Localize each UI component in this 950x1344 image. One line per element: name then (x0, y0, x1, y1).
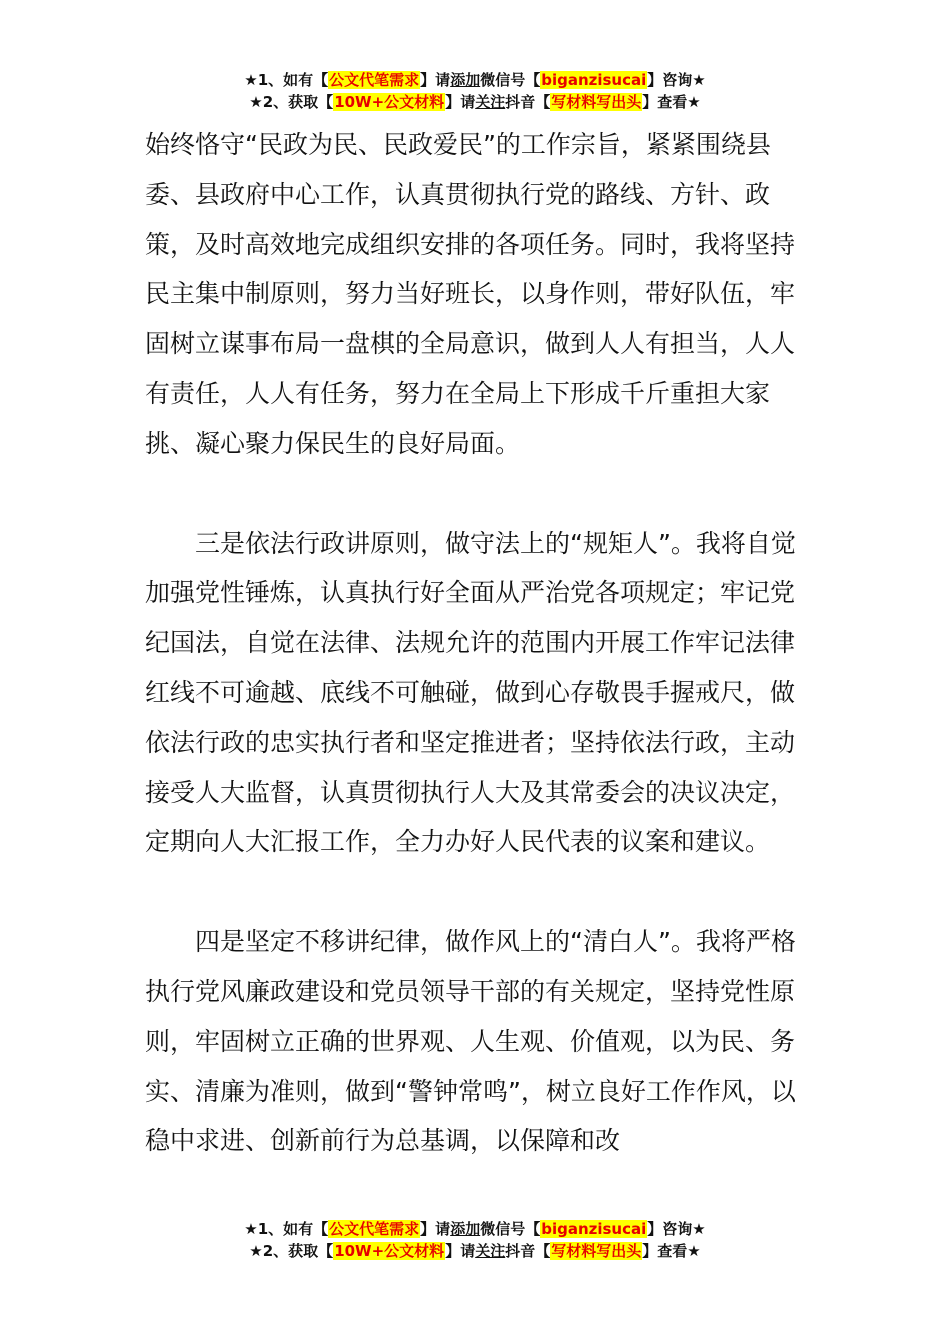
banner-text: 】咨询★ (647, 1220, 706, 1238)
banner-text: ★1、如有【 (244, 71, 329, 89)
banner-text: 微信号【 (480, 71, 541, 89)
banner-text: ★2、获取【 (249, 1242, 334, 1260)
banner-underlined-text: 关注 (475, 93, 506, 111)
paragraph-spacer (145, 867, 810, 917)
paragraph-spacer (145, 469, 810, 519)
banner-highlight: 写材料写出头 (551, 1242, 642, 1260)
banner-text: 】查看★ (642, 1242, 701, 1260)
banner-highlight: biganzisucai (541, 71, 647, 89)
header-banner-line-1 (0, 69, 950, 91)
banner-highlight: 10W+公文材料 (334, 93, 445, 111)
banner-text: ★2、获取【 (249, 93, 334, 111)
footer-banner-line-1 (0, 1218, 950, 1240)
banner-text: 】请 (445, 93, 476, 111)
banner-text: ★1、如有【 (244, 1220, 329, 1238)
banner-text: 微信号【 (480, 1220, 541, 1238)
body-paragraph-3: 四是坚定不移讲纪律，做作风上的“清白人”。我将严格执行党风廉政建设和党员领导干部的有关规定，坚持党性原则，牢固树立正确的世界观、人生观、价值观，以为民、务实、清廉为准则，做到“警钟常鸣”，树立良好工作作风，以稳中求进、创新前行为总基调，以保障和改 (145, 927, 796, 1156)
banner-text: 】请 (420, 71, 451, 89)
header-banner (0, 69, 950, 113)
banner-text: 】请 (445, 1242, 476, 1260)
banner-underlined-text: 添加 (450, 1220, 481, 1238)
banner-text: 】请 (420, 1220, 451, 1238)
document-body (145, 120, 810, 1166)
banner-text: 】查看★ (642, 93, 701, 111)
banner-text: 抖音【 (505, 1242, 551, 1260)
footer-banner-line-2 (0, 1240, 950, 1262)
banner-underlined-text: 关注 (475, 1242, 506, 1260)
banner-highlight: 10W+公文材料 (334, 1242, 445, 1260)
banner-underlined-text: 添加 (450, 71, 481, 89)
body-paragraph-1: 始终恪守“民政为民、民政爱民”的工作宗旨，紧紧围绕县委、县政府中心工作，认真贯彻执行党的路线、方针、政策，及时高效地完成组织安排的各项任务。同时，我将坚持民主集中制原则，努力当好班长，以身作则，带好队伍，牢固树立谋事布局一盘棋的全局意识，做到人人有担当，人人有责任，人人有任务，努力在全局上下形成千斤重担大家挑、凝心聚力保民生的良好局面。 (145, 130, 796, 458)
footer-banner (0, 1218, 950, 1262)
body-paragraph-2: 三是依法行政讲原则，做守法上的“规矩人”。我将自觉加强党性锤炼，认真执行好全面从严治党各项规定；牢记党纪国法，自觉在法律、法规允许的范围内开展工作牢记法律红线不可逾越、底线不可触碰，做到心存敬畏手握戒尺，做依法行政的忠实执行者和坚定推进者；坚持依法行政，主动接受人大监督，认真贯彻执行人大及其常委会的决议决定，定期向人大汇报工作，全力办好人民代表的议案和建议。 (145, 528, 796, 857)
banner-highlight: 公文代笔需求 (329, 1220, 420, 1238)
banner-highlight: 写材料写出头 (551, 93, 642, 111)
banner-text: 抖音【 (505, 93, 551, 111)
banner-text: 】咨询★ (647, 71, 706, 89)
banner-highlight: biganzisucai (541, 1220, 647, 1238)
header-banner-line-2 (0, 91, 950, 113)
banner-highlight: 公文代笔需求 (329, 71, 420, 89)
